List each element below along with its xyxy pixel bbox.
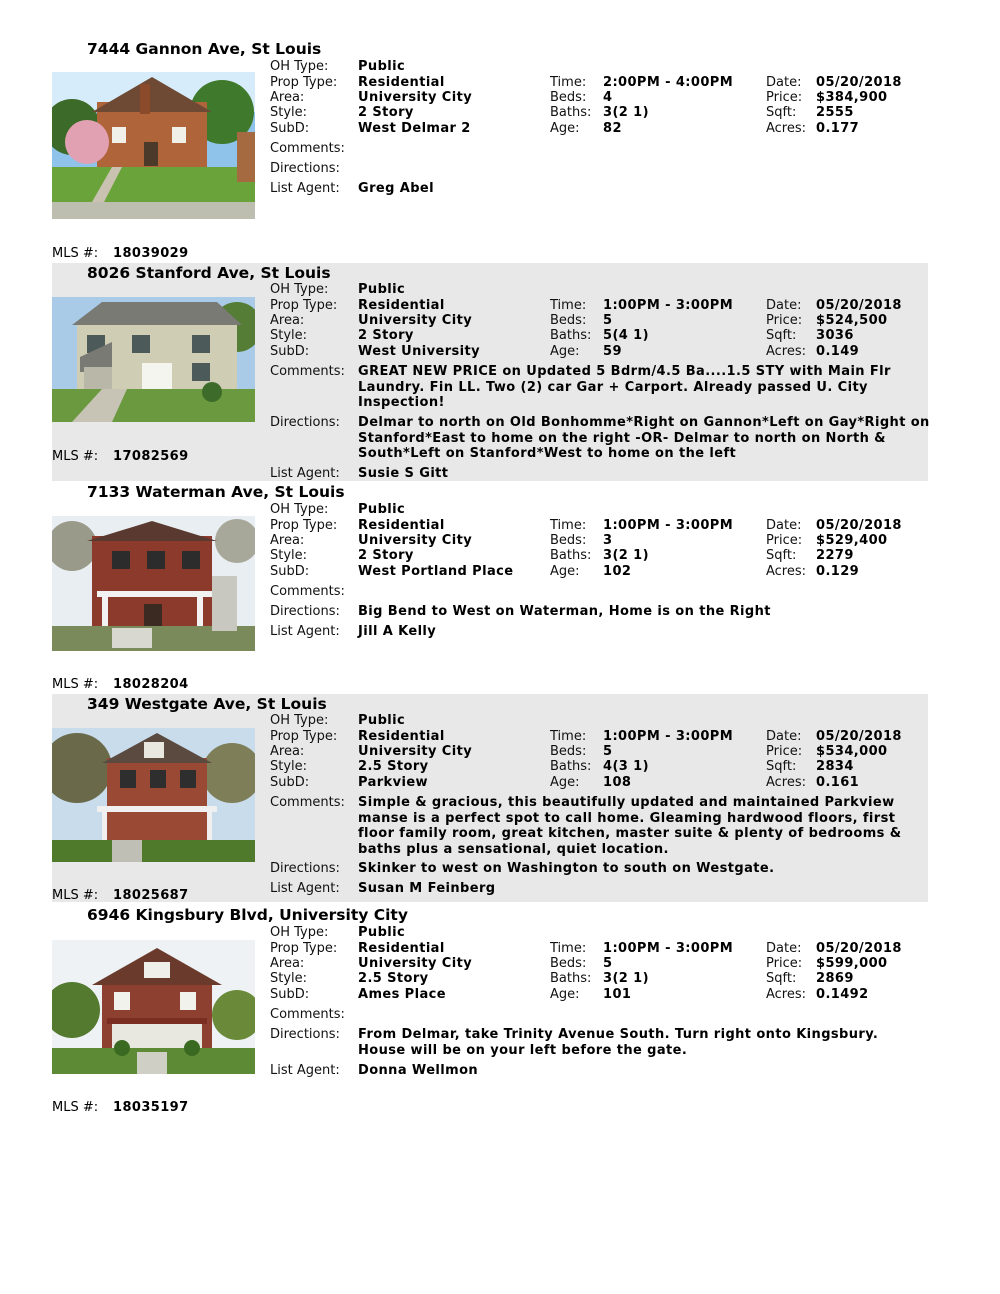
sqft-label: Sqft: [766,105,797,120]
mls-label: MLS #: [52,677,99,692]
acres-value: 0.161 [816,775,860,790]
directions-value: Delmar to north on Old Bonhomme*Right on Gannon*Left on Gay*Right on Stanford*East to home on the right -OR- Delmar to north on North & South*Left on Stanford*West to home on the left [358,415,930,461]
age-value: 102 [603,564,632,579]
acres-value: 0.149 [816,344,860,359]
age-value: 101 [603,987,632,1002]
listing-address[interactable]: 7133 Waterman Ave, St Louis [87,483,345,501]
listing-card [52,906,928,1096]
time-label: Time: [550,518,587,533]
listing-card [52,483,928,673]
prop-type-label: Prop Type: [270,518,338,533]
directions-value: Big Bend to West on Waterman, Home is on the Right [358,604,771,619]
subd-value: Parkview [358,775,428,790]
prop-type-value: Residential [358,729,445,744]
comments-value: Simple & gracious, this beautifully updated and maintained Parkview manse is a perfect spot to call home. Gleaming hardwood floors, first floor family room, great kitchen, master suite & plenty of bedrooms & baths plus a sensational, quiet location. [358,795,902,857]
area-value: University City [358,533,473,548]
list-agent-value[interactable]: Donna Wellmon [358,1063,479,1078]
subd-value: West University [358,344,481,359]
oh-type-label: OH Type: [270,59,329,74]
baths-value: 3(2 1) [603,105,649,120]
age-label: Age: [550,564,580,579]
subd-label: SubD: [270,344,310,359]
date-label: Date: [766,75,802,90]
directions-label: Directions: [270,161,340,176]
time-value: 1:00PM - 3:00PM [603,729,734,744]
price-label: Price: [766,313,803,328]
oh-type-value: Public [358,713,406,728]
mls-value[interactable]: 18039029 [113,246,189,261]
mls-value[interactable]: 18035197 [113,1100,189,1115]
prop-type-label: Prop Type: [270,729,338,744]
area-value: University City [358,744,473,759]
area-label: Area: [270,956,305,971]
area-label: Area: [270,744,305,759]
prop-type-value: Residential [358,941,445,956]
price-value: $599,000 [816,956,888,971]
area-label: Area: [270,533,305,548]
date-label: Date: [766,298,802,313]
mls-number [52,1100,189,1115]
mls-label: MLS #: [52,888,99,903]
area-value: University City [358,956,473,971]
oh-type-label: OH Type: [270,502,329,517]
directions-label: Directions: [270,604,340,619]
mls-value[interactable]: 17082569 [113,449,189,464]
time-label: Time: [550,75,587,90]
mls-label: MLS #: [52,246,99,261]
oh-type-value: Public [358,59,406,74]
time-value: 2:00PM - 4:00PM [603,75,734,90]
listing-card [52,694,928,902]
prop-type-value: Residential [358,518,445,533]
directions-value: From Delmar, take Trinity Avenue South. Turn right onto Kingsbury. House will be on your left before the gate. [358,1027,879,1058]
listing-address[interactable]: 8026 Stanford Ave, St Louis [87,264,331,282]
oh-type-value: Public [358,925,406,940]
mls-value[interactable]: 18025687 [113,888,189,903]
comments-label: Comments: [270,1007,345,1022]
time-label: Time: [550,729,587,744]
house-photo[interactable] [52,728,255,862]
baths-label: Baths: [550,105,592,120]
baths-label: Baths: [550,328,592,343]
list-agent-label: List Agent: [270,1063,340,1078]
time-value: 1:00PM - 3:00PM [603,298,734,313]
directions-label: Directions: [270,415,340,430]
comments-label: Comments: [270,364,345,379]
beds-label: Beds: [550,313,587,328]
house-photo[interactable] [52,72,255,219]
time-value: 1:00PM - 3:00PM [603,941,734,956]
subd-value: West Delmar 2 [358,121,471,136]
age-label: Age: [550,775,580,790]
age-value: 59 [603,344,622,359]
listing-address[interactable]: 6946 Kingsbury Blvd, University City [87,906,408,924]
sqft-value: 3036 [816,328,854,343]
age-value: 108 [603,775,632,790]
style-value: 2 Story [358,548,414,563]
comments-label: Comments: [270,141,345,156]
price-label: Price: [766,744,803,759]
comments-label: Comments: [270,795,345,810]
prop-type-label: Prop Type: [270,75,338,90]
time-label: Time: [550,298,587,313]
baths-value: 3(2 1) [603,548,649,563]
beds-value: 4 [603,90,613,105]
beds-value: 3 [603,533,613,548]
price-label: Price: [766,956,803,971]
sqft-value: 2555 [816,105,854,120]
age-label: Age: [550,987,580,1002]
subd-value: West Portland Place [358,564,514,579]
sqft-label: Sqft: [766,759,797,774]
oh-type-label: OH Type: [270,925,329,940]
time-value: 1:00PM - 3:00PM [603,518,734,533]
age-label: Age: [550,121,580,136]
directions-label: Directions: [270,861,340,876]
mls-number [52,677,189,692]
date-label: Date: [766,518,802,533]
sqft-value: 2869 [816,971,854,986]
house-photo[interactable] [52,516,255,651]
price-value: $534,000 [816,744,888,759]
acres-label: Acres: [766,564,807,579]
beds-value: 5 [603,313,613,328]
style-label: Style: [270,548,308,563]
acres-value: 0.129 [816,564,860,579]
mls-label: MLS #: [52,449,99,464]
subd-value: Ames Place [358,987,446,1002]
prop-type-value: Residential [358,75,445,90]
comments-value: GREAT NEW PRICE on Updated 5 Bdrm/4.5 Ba....1.5 STY with Main Flr Laundry. Fin LL. Two (2) car Gar + Carport. Already passed U. City Inspection! [358,364,891,410]
sqft-value: 2279 [816,548,854,563]
list-agent-label: List Agent: [270,624,340,639]
oh-type-label: OH Type: [270,282,329,297]
price-label: Price: [766,533,803,548]
listing-address[interactable]: 349 Westgate Ave, St Louis [87,695,327,713]
directions-value: Skinker to west on Washington to south on Westgate. [358,861,775,876]
subd-label: SubD: [270,987,310,1002]
date-value: 05/20/2018 [816,941,902,956]
prop-type-label: Prop Type: [270,941,338,956]
mls-number [52,246,189,261]
list-agent-value[interactable]: Jill A Kelly [358,624,437,639]
mls-value[interactable]: 18028204 [113,677,189,692]
baths-label: Baths: [550,971,592,986]
acres-label: Acres: [766,987,807,1002]
price-value: $384,900 [816,90,888,105]
acres-label: Acres: [766,775,807,790]
date-value: 05/20/2018 [816,298,902,313]
acres-value: 0.1492 [816,987,869,1002]
acres-label: Acres: [766,121,807,136]
style-label: Style: [270,759,308,774]
area-value: University City [358,313,473,328]
sqft-value: 2834 [816,759,854,774]
list-agent-label: List Agent: [270,466,340,481]
date-value: 05/20/2018 [816,518,902,533]
beds-value: 5 [603,744,613,759]
style-label: Style: [270,105,308,120]
area-label: Area: [270,90,305,105]
oh-type-value: Public [358,502,406,517]
list-agent-value[interactable]: Susan M Feinberg [358,881,496,896]
listing-address[interactable]: 7444 Gannon Ave, St Louis [87,40,322,58]
comments-label: Comments: [270,584,345,599]
style-value: 2.5 Story [358,759,429,774]
area-label: Area: [270,313,305,328]
list-agent-label: List Agent: [270,181,340,196]
style-label: Style: [270,971,308,986]
prop-type-label: Prop Type: [270,298,338,313]
beds-label: Beds: [550,744,587,759]
baths-label: Baths: [550,759,592,774]
mls-number [52,888,189,903]
price-label: Price: [766,90,803,105]
date-value: 05/20/2018 [816,75,902,90]
acres-label: Acres: [766,344,807,359]
listing-card [52,263,928,481]
oh-type-label: OH Type: [270,713,329,728]
mls-label: MLS #: [52,1100,99,1115]
date-label: Date: [766,941,802,956]
acres-value: 0.177 [816,121,860,136]
list-agent-value[interactable]: Susie S Gitt [358,466,449,481]
price-value: $529,400 [816,533,888,548]
listing-card [52,40,928,240]
age-value: 82 [603,121,622,136]
baths-value: 3(2 1) [603,971,649,986]
price-value: $524,500 [816,313,888,328]
area-value: University City [358,90,473,105]
date-label: Date: [766,729,802,744]
beds-label: Beds: [550,90,587,105]
oh-type-value: Public [358,282,406,297]
style-value: 2.5 Story [358,971,429,986]
baths-value: 5(4 1) [603,328,649,343]
subd-label: SubD: [270,775,310,790]
subd-label: SubD: [270,564,310,579]
mls-number [52,449,189,464]
age-label: Age: [550,344,580,359]
list-agent-label: List Agent: [270,881,340,896]
subd-label: SubD: [270,121,310,136]
style-label: Style: [270,328,308,343]
house-photo[interactable] [52,297,255,422]
sqft-label: Sqft: [766,548,797,563]
beds-label: Beds: [550,533,587,548]
sqft-label: Sqft: [766,328,797,343]
list-agent-value[interactable]: Greg Abel [358,181,434,196]
house-photo[interactable] [52,940,255,1074]
time-label: Time: [550,941,587,956]
date-value: 05/20/2018 [816,729,902,744]
baths-value: 4(3 1) [603,759,649,774]
beds-label: Beds: [550,956,587,971]
style-value: 2 Story [358,328,414,343]
directions-label: Directions: [270,1027,340,1042]
style-value: 2 Story [358,105,414,120]
baths-label: Baths: [550,548,592,563]
beds-value: 5 [603,956,613,971]
sqft-label: Sqft: [766,971,797,986]
prop-type-value: Residential [358,298,445,313]
